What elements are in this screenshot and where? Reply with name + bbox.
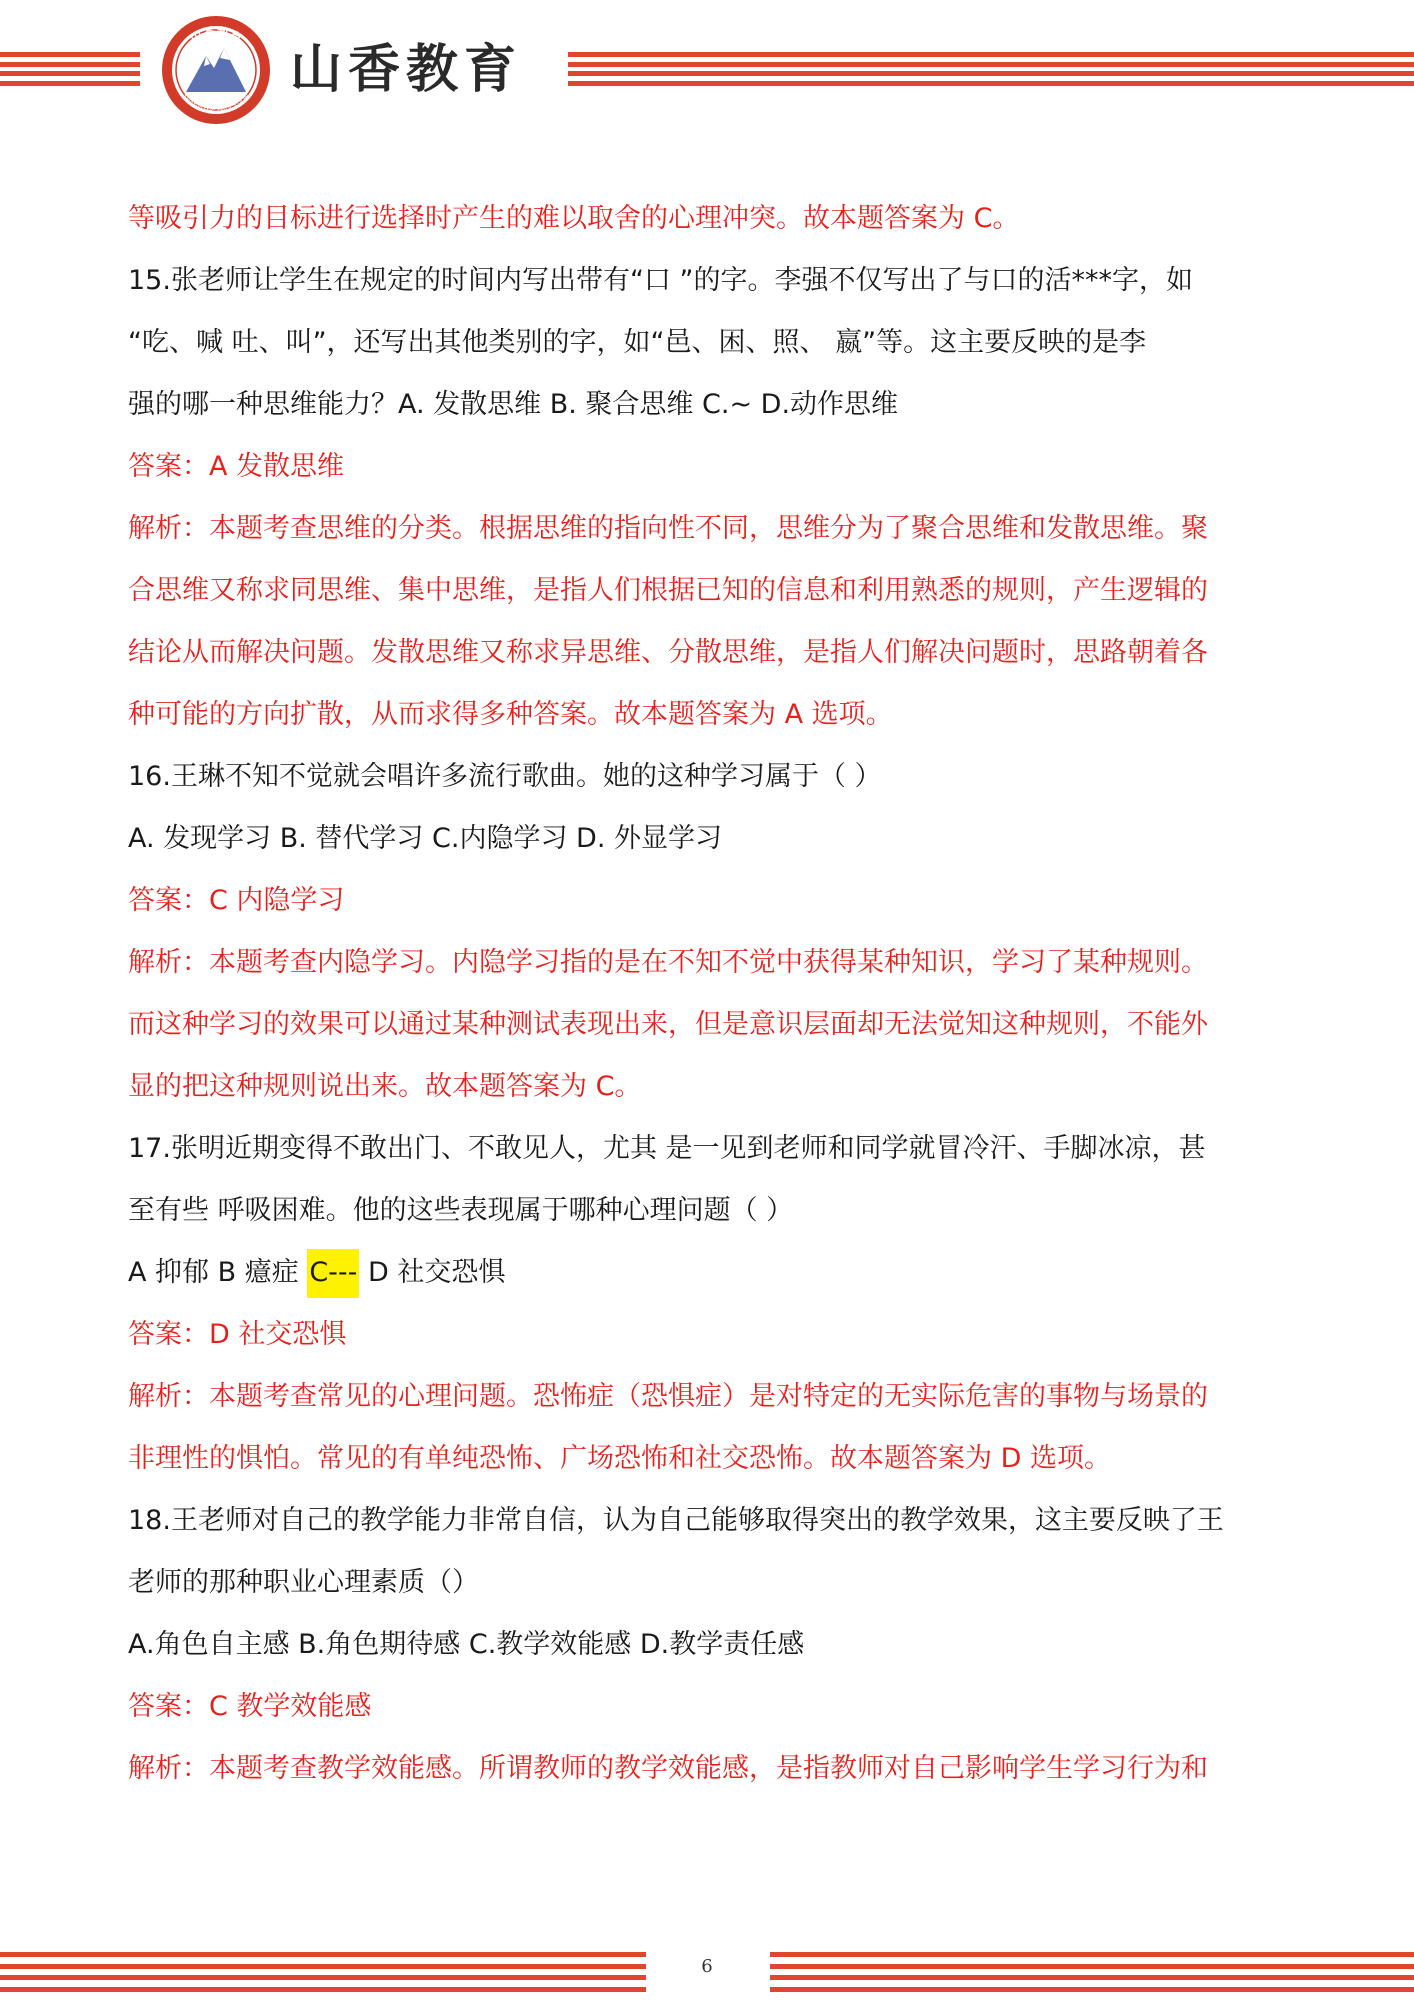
question-line: 17.张明近期变得不敢出门、不敢见人，尤其 是一见到老师和同学就冒冷汗、手脚冰凉，甚 xyxy=(128,1133,1206,1164)
answer-line: 显的把这种规则说出来。故本题答案为 C。 xyxy=(128,1071,642,1102)
answer-line: 解析：本题考查思维的分类。根据思维的指向性不同，思维分为了聚合思维和发散思维。聚 xyxy=(128,513,1208,544)
page-number: 6 xyxy=(701,1956,713,1977)
logo-top-text: 山香教育 xyxy=(188,24,244,47)
highlighted-option: C--- xyxy=(307,1249,359,1298)
answer-line: 等吸引力的目标进行选择时产生的难以取舍的心理冲突。故本题答案为 C。 xyxy=(128,203,1020,234)
line-text: D 社交恐惧 xyxy=(359,1257,506,1288)
answer-line: 解析：本题考查常见的心理问题。恐怖症（恐惧症）是对特定的无实际危害的事物与场景的 xyxy=(128,1381,1208,1412)
question-line: 15.张老师让学生在规定的时间内写出带有“口 ”的字。李强不仅写出了与口的活***字，如 xyxy=(128,265,1193,296)
answer-line: 答案：D 社交恐惧 xyxy=(128,1319,347,1350)
answer-line: 结论从而解决问题。发散思维又称求异思维、分散思维，是指人们解决问题时，思路朝着各 xyxy=(128,637,1208,668)
question-line: “吃、喊 吐、叫”，还写出其他类别的字，如“邑、困、照、 嬴”等。这主要反映的是李 xyxy=(128,327,1147,358)
footer-stripes-left xyxy=(0,1952,646,1992)
question-line: A.角色自主感 B.角色期待感 C.教学效能感 D.教学责任感 xyxy=(128,1629,805,1660)
question-line: 至有些 呼吸困难。他的这些表现属于哪种心理问题（ ） xyxy=(128,1195,794,1226)
answer-line: 答案：C 内隐学习 xyxy=(128,885,345,916)
question-line: 18.王老师对自己的教学能力非常自信，认为自己能够取得突出的教学效果，这主要反映了王 xyxy=(128,1505,1224,1536)
footer-stripes-right xyxy=(770,1952,1414,1992)
line-text: A 抑郁 B 癔症 xyxy=(128,1257,308,1288)
answer-line: 合思维又称求同思维、集中思维，是指人们根据已知的信息和利用熟悉的规则，产生逻辑的 xyxy=(128,575,1208,606)
answer-line: 解析：本题考查教学效能感。所谓教师的教学效能感，是指教师对自己影响学生学习行为和 xyxy=(128,1753,1208,1784)
logo-bottom-text: SHANXIANG EDUCATION xyxy=(180,92,252,117)
answer-line: 答案：A 发散思维 xyxy=(128,451,345,482)
question-line xyxy=(128,1242,1288,1304)
answer-line: 答案：C 教学效能感 xyxy=(128,1691,372,1722)
answer-line: 种可能的方向扩散，从而求得多种答案。故本题答案为 A 选项。 xyxy=(128,699,893,730)
brand-logo-icon xyxy=(160,14,272,126)
question-line: A. 发现学习 B. 替代学习 C.内隐学习 D. 外显学习 xyxy=(128,823,722,854)
answer-line: 而这种学习的效果可以通过某种测试表现出来，但是意识层面却无法觉知这种规则，不能外 xyxy=(128,1009,1208,1040)
header-stripes-left xyxy=(0,52,140,86)
document-body xyxy=(128,188,1288,1800)
question-line: 老师的那种职业心理素质（） xyxy=(128,1567,479,1598)
answer-line: 解析：本题考查内隐学习。内隐学习指的是在不知不觉中获得某种知识，学习了某种规则。 xyxy=(128,947,1208,978)
brand-title: 山香教育 xyxy=(290,39,523,100)
question-line: 强的哪一种思维能力？A. 发散思维 B. 聚合思维 C.~ D.动作思维 xyxy=(128,389,899,420)
question-line: 16.王琳不知不觉就会唱许多流行歌曲。她的这种学习属于（ ） xyxy=(128,761,882,792)
header-stripes-right xyxy=(568,52,1414,86)
answer-line: 非理性的惧怕。常见的有单纯恐怖、广场恐怖和社交恐怖。故本题答案为 D 选项。 xyxy=(128,1443,1111,1474)
